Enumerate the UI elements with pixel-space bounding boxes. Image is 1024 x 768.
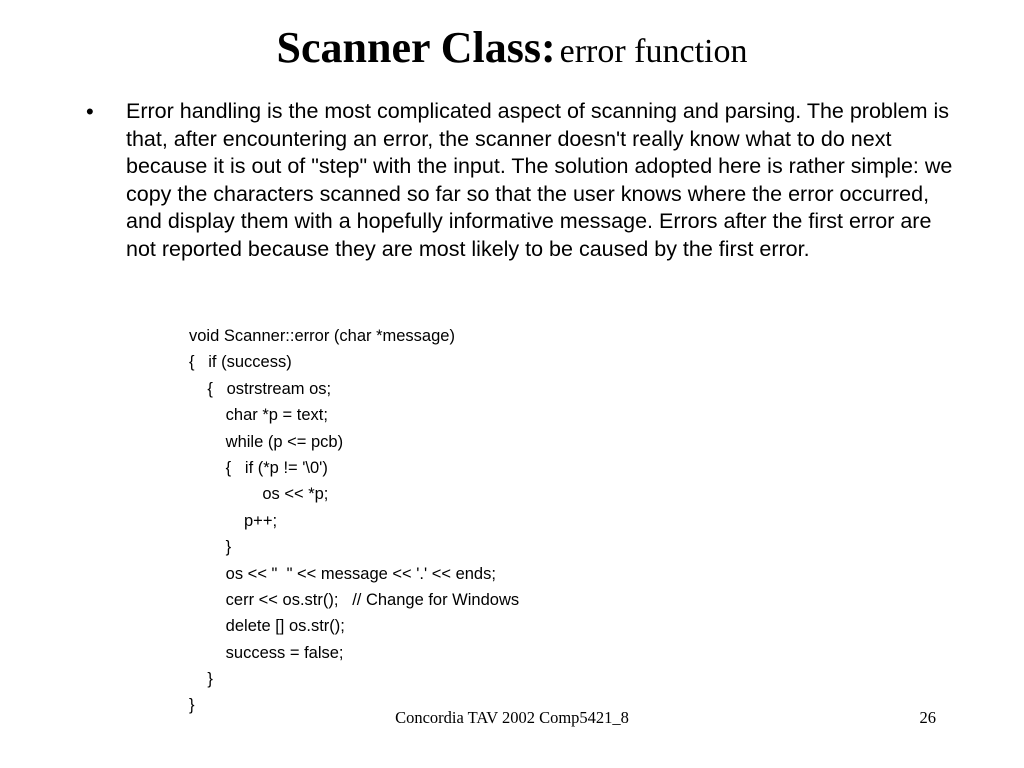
code-line: cerr << os.str(); // Change for Windows xyxy=(189,590,520,609)
code-line: void Scanner::error (char *message) xyxy=(189,327,455,345)
footer-text: Concordia TAV 2002 Comp5421_8 xyxy=(395,708,629,727)
code-line: } xyxy=(189,670,213,689)
slide-title xyxy=(0,20,1024,86)
title-sub: error function xyxy=(559,33,748,70)
code-line: { ostrstream os; xyxy=(189,379,332,398)
code-line: while (p <= pcb) xyxy=(189,432,344,451)
code-line: os << *p; xyxy=(189,485,329,504)
code-block xyxy=(189,323,789,719)
code-line: success = false; xyxy=(189,643,344,662)
page-number: 26 xyxy=(919,708,936,727)
bullet-icon: • xyxy=(86,99,94,124)
code-line: os << " " << message << '.' << ends; xyxy=(189,564,496,583)
title-main: Scanner Class: xyxy=(276,23,556,72)
code-line: delete [] os.str(); xyxy=(189,617,345,636)
bullet-item xyxy=(86,98,956,263)
code-line: { if (success) xyxy=(189,353,292,372)
code-line: { if (*p != '\0') xyxy=(189,458,328,477)
code-line: p++; xyxy=(189,511,278,530)
code-line: char *p = text; xyxy=(189,406,328,425)
bullet-paragraph: Error handling is the most complicated aspect of scanning and parsing. The problem is that, after encountering an error, the scanner doesn't really know what to do next because it is out of "step" with the input. The solution adopted here is rather simple: we copy the characters scanned so far so that the user knows where the error occurred, and display them with a hopefully informative message. Errors after the first error are not reported because they are most likely to be caused by the first error. xyxy=(126,99,953,261)
code-line: } xyxy=(189,696,195,715)
code-line: } xyxy=(189,538,232,557)
